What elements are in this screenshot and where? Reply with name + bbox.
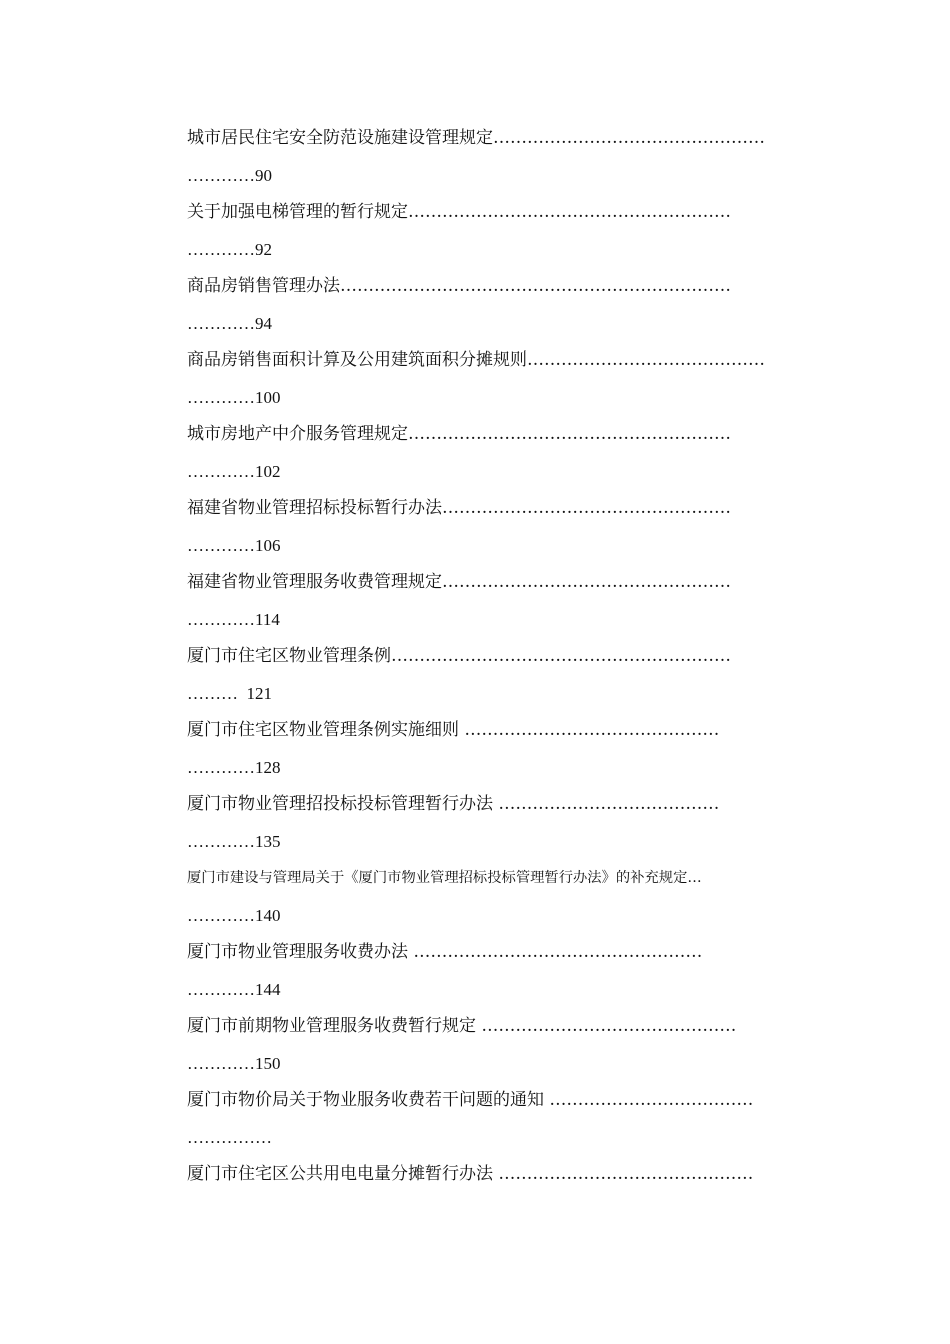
toc-entry-page: …………135 <box>187 832 281 851</box>
toc-entry-page: …………… <box>187 1128 272 1147</box>
toc-entry-page: …………128 <box>187 758 281 777</box>
toc-entry-page: …………90 <box>187 166 272 185</box>
toc-entry-page: …………114 <box>187 610 280 629</box>
toc-entry-page: ……… 121 <box>187 684 272 703</box>
toc-entry-title: 厦门市物业管理服务收费办法 …………………………………………… <box>187 942 703 962</box>
toc-entry-title: 福建省物业管理招标投标暂行办法…………………………………………… <box>187 498 731 518</box>
toc-entry-title: 福建省物业管理服务收费管理规定…………………………………………… <box>187 572 731 592</box>
toc-entry-title: 厦门市前期物业管理服务收费暂行规定 ……………………………………… <box>187 1016 737 1036</box>
toc-entry-title: 厦门市建设与管理局关于《厦门市物业管理招标投标管理暂行办法》的补充规定… <box>187 870 702 886</box>
toc-entry-title: 关于加强电梯管理的暂行规定………………………………………………… <box>187 202 731 222</box>
toc-entry-title: 商品房销售管理办法…………………………………………………………… <box>187 276 731 296</box>
toc-entry-title: 厦门市物业管理招投标投标管理暂行办法 ………………………………… <box>187 794 720 814</box>
table-of-contents <box>187 120 804 1193</box>
toc-entry-page: …………140 <box>187 906 281 925</box>
toc-entry-page: …………94 <box>187 314 272 333</box>
toc-entry-page: …………150 <box>187 1054 281 1073</box>
toc-entry-title: 城市居民住宅安全防范设施建设管理规定………………………………………… <box>187 128 765 148</box>
toc-entry-title: 厦门市住宅区物业管理条例…………………………………………………… <box>187 646 731 666</box>
toc-entry-page: …………92 <box>187 240 272 259</box>
toc-entry-page: …………106 <box>187 536 281 555</box>
toc-entry-title: 厦门市物价局关于物业服务收费若干问题的通知 ……………………………… <box>187 1090 754 1110</box>
toc-entry-title: 商品房销售面积计算及公用建筑面积分摊规则…………………………………… <box>187 350 765 370</box>
toc-entry-page: …………102 <box>187 462 281 481</box>
toc-entry-title: 厦门市住宅区物业管理条例实施细则 ……………………………………… <box>187 720 720 740</box>
toc-entry-title: 城市房地产中介服务管理规定………………………………………………… <box>187 424 731 444</box>
toc-entry-page: …………144 <box>187 980 281 999</box>
toc-entry-title: 厦门市住宅区公共用电电量分摊暂行办法 ……………………………………… <box>187 1164 754 1184</box>
toc-entry-page: …………100 <box>187 388 281 407</box>
